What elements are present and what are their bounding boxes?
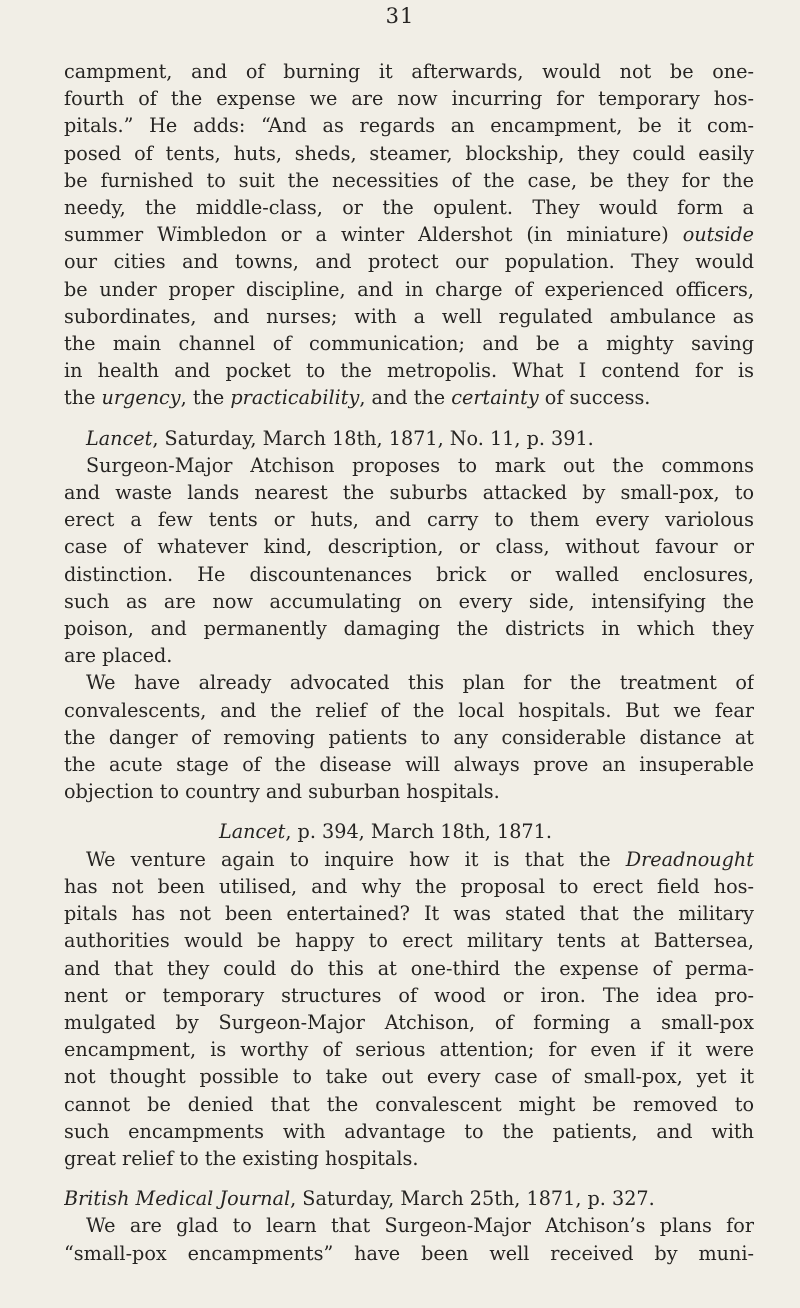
- citation-bmj-327: British Medical Journal, Saturday, March 25th, 1871, p. 327.: [64, 1187, 655, 1211]
- text-line: convalescents, and the relief of the local hospitals. But we fear: [64, 698, 754, 722]
- paragraph-2: [64, 452, 754, 670]
- text-line: be furnished to suit the necessities of the case, be they for the: [64, 168, 754, 192]
- text-line: We venture again to inquire how it is that the Dreadnought: [86, 847, 754, 871]
- text-line: authorities would be happy to erect military tents at Battersea,: [64, 929, 754, 953]
- text-line: such encampments with advantage to the patients, and with: [64, 1119, 754, 1143]
- text-line: cannot be denied that the convalescent might be removed to: [64, 1092, 754, 1116]
- text-line: mulgated by Surgeon-Major Atchison, of forming a small-pox: [64, 1010, 754, 1034]
- text-line: distinction. He discountenances brick or walled enclosures,: [64, 562, 754, 586]
- text-line: needy, the middle-class, or the opulent. They would form a: [64, 196, 754, 220]
- text-line: pitals has not been entertained? It was stated that the military: [64, 902, 754, 926]
- text-line: be under proper discipline, and in charge of experienced officers,: [64, 277, 754, 301]
- text-line: erect a few tents or huts, and carry to them every variolous: [64, 508, 754, 532]
- text-line: and that they could do this at one-third the expense of perma-: [64, 956, 754, 980]
- text-line: subordinates, and nurses; with a well regulated ambulance as: [64, 304, 754, 328]
- paragraph-3: [64, 669, 754, 805]
- text-line: has not been utilised, and why the proposal to erect field hos-: [64, 874, 754, 898]
- text-line: campment, and of burning it afterwards, would not be one-: [64, 60, 754, 83]
- text-line: nent or temporary structures of wood or iron. The idea pro-: [64, 983, 754, 1007]
- page-number: 31: [385, 4, 415, 28]
- paragraph-5: [64, 1212, 754, 1266]
- text-line: the danger of removing patients to any considerable distance at: [64, 725, 754, 749]
- text-line: encampment, is worthy of serious attention; for even if it were: [64, 1038, 754, 1062]
- text-line: case of whatever kind, description, or class, without favour or: [64, 535, 754, 559]
- text-line: not thought possible to take out every case of small-pox, yet it: [64, 1065, 754, 1089]
- text-line: fourth of the expense we are now incurring for temporary hos-: [64, 87, 754, 111]
- text-line: are placed.: [64, 644, 173, 668]
- text-line: “small-pox encampments” have been well received by muni-: [64, 1241, 754, 1265]
- body-text: [64, 58, 754, 1267]
- paragraph-4: [64, 846, 754, 1172]
- text-line: the acute stage of the disease will always prove an insuperable: [64, 753, 754, 777]
- text-line: and waste lands nearest the suburbs attacked by small-pox, to: [64, 481, 754, 505]
- text-line: We are glad to learn that Surgeon-Major Atchison’s plans for: [86, 1214, 754, 1238]
- text-line: our cities and towns, and protect our population. They would: [64, 250, 754, 274]
- citation-lancet-391: Lancet, Saturday, March 18th, 1871, No. 11, p. 391.: [86, 426, 594, 450]
- text-line: pitals.” He adds: “And as regards an encampment, be it com-: [64, 114, 754, 138]
- text-line: posed of tents, huts, sheds, steamer, blockship, they could easily: [64, 141, 754, 165]
- text-line: in health and pocket to the metropolis. What I contend for is: [64, 359, 754, 383]
- text-line: We have already advocated this plan for the treatment of: [86, 671, 754, 695]
- text-line: great relief to the existing hospitals.: [64, 1146, 419, 1170]
- text-line: the main channel of communication; and be a mighty saving: [64, 332, 754, 356]
- text-line: summer Wimbledon or a winter Aldershot (in miniature) outside: [64, 223, 754, 247]
- citation-lancet-394: Lancet, p. 394, March 18th, 1871.: [219, 820, 552, 844]
- text-line: Surgeon-Major Atchison proposes to mark out the commons: [86, 453, 754, 477]
- text-line: such as are now accumulating on every side, intensifying the: [64, 589, 754, 613]
- text-line: objection to country and suburban hospitals.: [64, 780, 500, 804]
- text-line: the urgency, the practicability, and the certainty of success.: [64, 386, 651, 410]
- paragraph-1: [64, 58, 754, 412]
- text-line: poison, and permanently damaging the districts in which they: [64, 617, 754, 641]
